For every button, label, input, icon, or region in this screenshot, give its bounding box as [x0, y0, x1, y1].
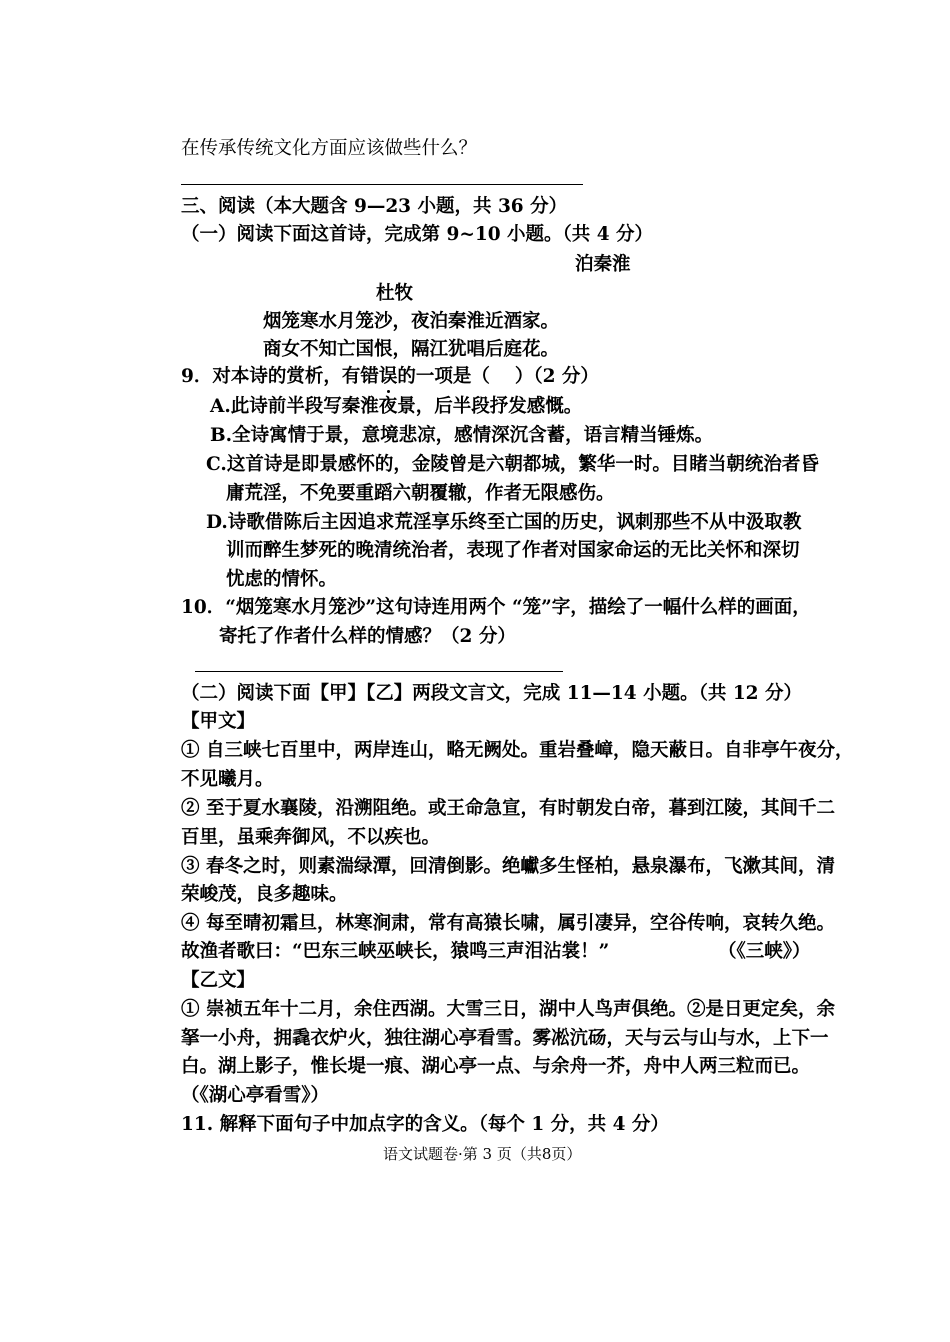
- yi-source: （《湖心亭看雪》）: [181, 1085, 330, 1106]
- q9-option-d-line3: 忧虑的情怀。: [226, 569, 338, 590]
- question-10-line2: 寄托了作者什么样的情感？（2 分）: [219, 626, 516, 647]
- jia-label: 【甲文】: [181, 711, 256, 732]
- jia-para4-line2: 故渔者歌曰：“巴东三峡巫峡长，猿鸣三声泪沾裳！”: [181, 941, 610, 962]
- top-question: 在传承传统文化方面应该做些什么？: [181, 138, 478, 159]
- q9-option-a: A.此诗前半段写秦淮夜景，后半段抒发感慨。: [210, 396, 583, 417]
- jia-source: （《三峡》）: [718, 941, 811, 962]
- jia-para3-line2: 荣峻茂，良多趣味。: [181, 884, 348, 905]
- section3-title: 三、阅读（本大题含 9—23 小题，共 36 分）: [181, 196, 568, 217]
- jia-para3-line1: ③ 春冬之时，则素湍绿潭，回清倒影。绝巘多生怪柏，悬泉瀑布，飞漱其间，清: [181, 856, 835, 877]
- jia-para2-line2: 百里，虽乘奔御风，不以疾也。: [181, 827, 441, 848]
- q9-option-d-line1: D.诗歌借陈后主因追求荒淫享乐终至亡国的历史，讽刺那些不从中汲取教: [206, 512, 802, 533]
- poem-author: 杜牧: [376, 283, 414, 304]
- q9-stem-dotted-char: 误: [378, 366, 398, 387]
- q9-option-c-line1: C.这首诗是即景感怀的，金陵曾是六朝都城，繁华一时。目睹当朝统治者昏: [206, 454, 819, 475]
- q9-stem-post: 的一项是（ ）（2 分）: [397, 366, 599, 387]
- part2-title: （二）阅读下面【甲】【乙】两段文言文，完成 11—14 小题。（共 12 分）: [181, 683, 802, 704]
- question-11: 11. 解释下面句子中加点字的含义。（每个 1 分，共 4 分）: [181, 1114, 669, 1135]
- page-footer: 语文试题卷·第 3 页（共8页）: [383, 1145, 582, 1163]
- jia-para2-line1: ② 至于夏水襄陵，沿溯阻绝。或王命急宣，有时朝发白帝，暮到江陵，其间千二: [181, 798, 835, 819]
- question-10-line1: 10．“烟笼寒水月笼沙”这句诗连用两个 “笼”字，描绘了一幅什么样的画面，: [181, 597, 811, 618]
- yi-line2: 拏一小舟，拥毳衣炉火，独往湖心亭看雪。雾凇沆砀，天与云与山与水，上下一: [181, 1028, 829, 1049]
- yi-label: 【乙文】: [181, 970, 256, 991]
- jia-para4-line1: ④ 每至晴初霜旦，林寒涧肃，常有高猿长啸，属引凄异，空谷传响，哀转久绝。: [181, 913, 835, 934]
- poem-title: 泊秦淮: [575, 254, 631, 275]
- yi-line3: 白。湖上影子，惟长堤一痕、湖心亭一点、与余舟一芥，舟中人两三粒而已。: [181, 1056, 811, 1077]
- part1-title: （一）阅读下面这首诗，完成第 9~10 小题。（共 4 分）: [181, 224, 654, 245]
- answer-line: [181, 184, 583, 185]
- q9-option-b: B.全诗寓情于景，意境悲凉，感情深沉含蓄，语言精当锤炼。: [210, 425, 714, 446]
- poem-line-2: 商女不知亡国恨，隔江犹唱后庭花。: [263, 339, 560, 360]
- question-9: [181, 366, 599, 388]
- q9-option-c-line2: 庸荒淫，不免要重蹈六朝覆辙，作者无限感伤。: [226, 483, 615, 504]
- poem-line-1: 烟笼寒水月笼沙，夜泊秦淮近酒家。: [263, 311, 560, 332]
- q9-option-d-line2: 训而醉生梦死的晚清统治者，表现了作者对国家命运的无比关怀和深切: [226, 540, 800, 561]
- jia-para1-line2: 不见曦月。: [181, 769, 274, 790]
- yi-line1: ① 崇祯五年十二月，余住西湖。大雪三日，湖中人鸟声俱绝。②是日更定矣，余: [181, 999, 835, 1020]
- jia-para1-line1: ① 自三峡七百里中，两岸连山，略无阙处。重岩叠嶂，隐天蔽日。自非亭午夜分，: [181, 740, 854, 761]
- answer-line: [195, 671, 563, 672]
- q9-stem-pre: 9．对本诗的赏析，有错: [181, 366, 379, 387]
